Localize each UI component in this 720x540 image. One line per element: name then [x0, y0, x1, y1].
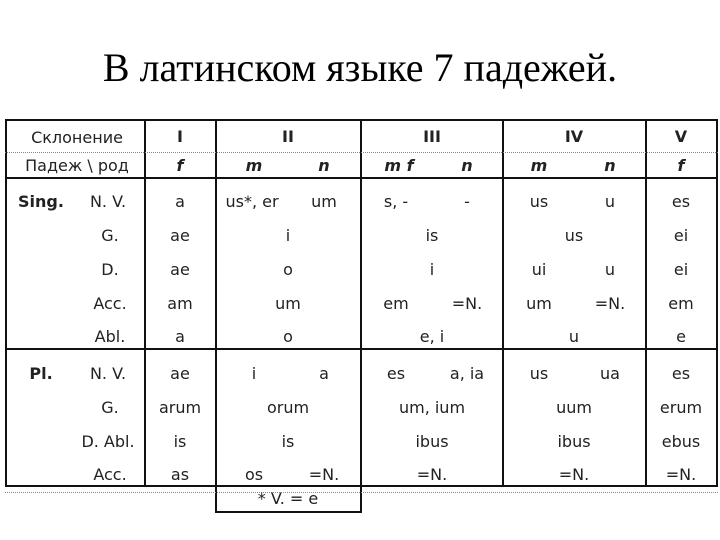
ending-cell: s, - [383, 192, 409, 211]
gender-mf: m f [384, 156, 414, 175]
ending-cell: ae [170, 260, 190, 279]
ending-cell: em [383, 294, 409, 313]
column-divider [645, 119, 647, 487]
case-label: Acc. [93, 294, 127, 313]
case-label: N. V. [89, 192, 127, 211]
ending-cell: um, ium [398, 398, 466, 417]
gender-n: n [318, 156, 330, 175]
ending-cell: os [244, 465, 264, 484]
ending-cell: =N. [451, 294, 483, 313]
ending-cell: um [526, 294, 552, 313]
table-left-border [5, 119, 7, 487]
ending-cell: em [668, 294, 694, 313]
declension-1: I [177, 127, 183, 146]
declension-3: III [423, 127, 441, 146]
declension-label: Склонение [31, 128, 123, 147]
ending-cell: =N. [308, 465, 340, 484]
column-divider [215, 119, 217, 512]
declension-4: IV [564, 127, 584, 146]
declension-2: II [282, 127, 294, 146]
ending-cell: =N. [665, 465, 697, 484]
ending-cell: ibus [557, 432, 591, 451]
ending-cell: arum [158, 398, 202, 417]
column-divider [502, 119, 504, 487]
ending-cell: erum [659, 398, 703, 417]
ending-cell: u [604, 260, 616, 279]
number-label-singular: Sing. [18, 192, 64, 211]
ending-cell: ei [673, 260, 689, 279]
gender-n: n [461, 156, 473, 175]
ending-cell: ae [170, 364, 190, 383]
footnote: * V. = e [257, 489, 319, 508]
ending-cell: a [175, 192, 185, 211]
ending-cell: uum [556, 398, 592, 417]
ending-cell: es [386, 364, 406, 383]
ending-cell: us*, er [225, 192, 279, 211]
ending-cell: ei [673, 226, 689, 245]
ending-cell: i [285, 226, 291, 245]
ending-cell: ae [170, 226, 190, 245]
ending-cell: a [319, 364, 329, 383]
ending-cell: =N. [594, 294, 626, 313]
ending-cell: u [604, 192, 616, 211]
case-label: G. [101, 398, 119, 417]
gender-n: n [604, 156, 616, 175]
ending-cell: ebus [661, 432, 701, 451]
bottom-dotted-line [5, 492, 718, 493]
ending-cell: a [175, 327, 185, 346]
slide-title: В латинском языке 7 падежей. [102, 45, 618, 90]
header-dotted-line [5, 152, 718, 153]
case-label: N. V. [89, 364, 127, 383]
ending-cell: o [283, 260, 293, 279]
ending-cell: is [281, 432, 295, 451]
ending-cell: i [429, 260, 435, 279]
ending-cell: es [671, 192, 691, 211]
ending-cell: orum [266, 398, 310, 417]
case-label: G. [101, 226, 119, 245]
number-label-plural: Pl. [29, 364, 53, 383]
ending-cell: um [275, 294, 301, 313]
ending-cell: a, ia [449, 364, 485, 383]
ending-cell: ibus [415, 432, 449, 451]
column-divider [360, 119, 362, 512]
ending-cell: am [167, 294, 193, 313]
gender-m: m [530, 156, 548, 175]
table-right-border [716, 119, 718, 487]
ending-cell: - [464, 192, 470, 211]
gender-m: m [245, 156, 263, 175]
ending-cell: is [173, 432, 187, 451]
ending-cell: is [425, 226, 439, 245]
ending-cell: us [529, 192, 549, 211]
case-label: Abl. [94, 327, 126, 346]
ending-cell: es [671, 364, 691, 383]
ending-cell: us [529, 364, 549, 383]
ending-cell: um [311, 192, 337, 211]
ending-cell: as [170, 465, 190, 484]
case-gender-label: Падеж \ род [25, 156, 129, 175]
ending-cell: ua [600, 364, 620, 383]
ending-cell: us [564, 226, 584, 245]
case-label: D. Abl. [81, 432, 135, 451]
gender-f: f [176, 156, 184, 175]
ending-cell: =N. [558, 465, 590, 484]
ending-cell: e [676, 327, 686, 346]
declension-5: V [674, 127, 688, 146]
gender-f: f [677, 156, 685, 175]
ending-cell: =N. [416, 465, 448, 484]
ending-cell: i [251, 364, 257, 383]
footnote-box-bottom [215, 511, 362, 513]
ending-cell: u [568, 327, 580, 346]
ending-cell: e, i [419, 327, 445, 346]
column-divider [144, 119, 146, 487]
ending-cell: ui [531, 260, 547, 279]
case-label: Acc. [93, 465, 127, 484]
ending-cell: o [283, 327, 293, 346]
case-label: D. [101, 260, 119, 279]
